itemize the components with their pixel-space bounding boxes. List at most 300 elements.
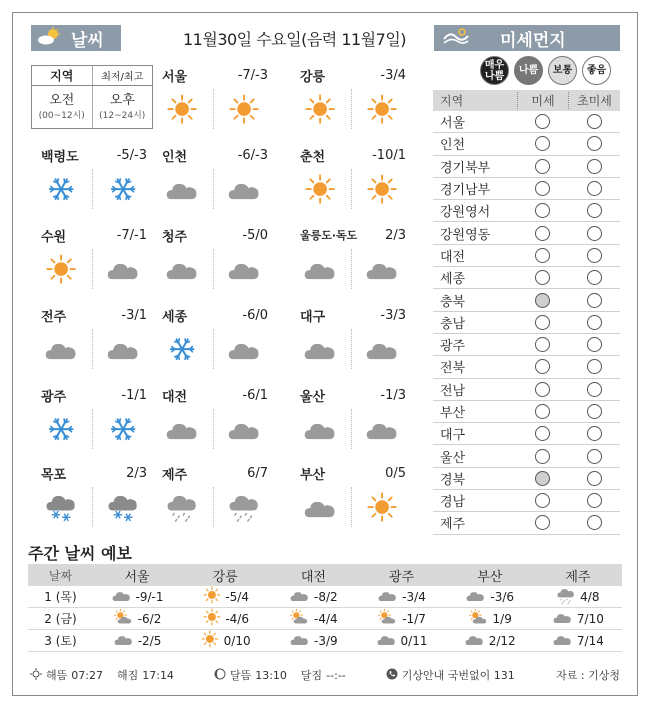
cloud-icon xyxy=(377,587,398,607)
city-name: 세종 xyxy=(162,309,188,325)
footer xyxy=(30,666,620,684)
sunset-label: 해짐 xyxy=(116,669,139,682)
weekly-cell xyxy=(358,587,446,607)
city-temp: -3/1 xyxy=(121,307,147,323)
city-cell xyxy=(290,65,412,137)
city-cell xyxy=(290,145,412,217)
city-icons xyxy=(31,329,153,369)
sun-icon xyxy=(152,89,214,129)
dust-region: 대구 xyxy=(440,428,466,444)
dust-region: 경기북부 xyxy=(440,160,491,176)
sun-icon xyxy=(352,487,413,527)
pm25-level-dot xyxy=(587,315,602,330)
city-header xyxy=(152,463,274,483)
dust-row xyxy=(433,289,620,311)
dust-region: 광주 xyxy=(440,339,466,355)
cloudrain-icon xyxy=(214,487,275,527)
pm25-level-dot xyxy=(587,293,602,308)
city-name: 부산 xyxy=(300,467,326,483)
pm25-level-dot xyxy=(587,426,602,441)
weekly-cell xyxy=(93,587,181,607)
weekly-cell xyxy=(358,609,446,629)
city-temp: -6/0 xyxy=(242,307,268,323)
weekly-cell xyxy=(269,587,357,607)
snow-icon xyxy=(93,169,154,209)
dust-region: 울산 xyxy=(440,450,466,466)
city-name: 인천 xyxy=(162,149,188,165)
pm25-level-dot xyxy=(587,359,602,374)
dust-region: 경남 xyxy=(440,495,466,511)
pm10-level-dot xyxy=(535,449,550,464)
cloud-icon xyxy=(214,169,275,209)
pm10-level-dot xyxy=(535,515,550,530)
pm10-level-dot xyxy=(535,359,550,374)
city-temp: -6/1 xyxy=(242,387,268,403)
pm25-level-dot xyxy=(587,181,602,196)
city-cell xyxy=(152,225,274,297)
pm25-level-dot xyxy=(587,136,602,151)
date-text: 11월30일 수요일(음력 11월7일) xyxy=(183,30,407,49)
cloud-icon xyxy=(289,631,310,651)
moonset-time: --:-- xyxy=(326,668,346,682)
suncloud-icon xyxy=(377,609,398,629)
city-name: 울산 xyxy=(300,389,326,405)
suncloud-icon xyxy=(113,609,134,629)
dust-row xyxy=(433,468,620,490)
city-header xyxy=(31,385,153,405)
weekly-temp: -2/5 xyxy=(137,633,162,648)
weekly-temp: 4/8 xyxy=(580,589,600,604)
city-icons xyxy=(152,409,274,449)
weekly-temp: 0/11 xyxy=(400,633,428,648)
dust-region: 부산 xyxy=(440,406,466,421)
city-icons xyxy=(290,329,412,369)
cloud-icon xyxy=(290,409,352,449)
city-temp: 0/5 xyxy=(385,465,406,481)
sun-icon xyxy=(202,585,222,608)
city-cell xyxy=(290,225,412,297)
weekly-cell xyxy=(534,609,622,629)
weekly-cell xyxy=(446,609,534,629)
dust-row xyxy=(433,267,620,289)
suncloud-icon xyxy=(289,609,310,629)
city-cell xyxy=(31,385,153,457)
weekly-cell xyxy=(358,631,446,651)
weekly-cell xyxy=(534,631,622,651)
cloud-icon xyxy=(352,409,413,449)
weather-section-tag xyxy=(31,25,121,51)
cloud-icon xyxy=(31,329,93,369)
city-cell xyxy=(152,305,274,377)
dust-row xyxy=(433,133,620,155)
city-cell xyxy=(152,463,274,535)
cloud-icon xyxy=(290,487,352,527)
city-cell xyxy=(290,305,412,377)
pm25-level-dot xyxy=(587,203,602,218)
dust-region: 전남 xyxy=(440,383,466,399)
weekly-cell xyxy=(181,585,269,608)
cloudrain-icon xyxy=(152,487,214,527)
dust-header-pm25: 초미세 xyxy=(568,92,620,109)
pm25-level-dot xyxy=(587,114,602,129)
dust-region: 충남 xyxy=(440,316,466,332)
dust-table xyxy=(433,90,620,535)
sunset-time: 17:14 xyxy=(142,668,174,682)
cloud-icon xyxy=(552,631,573,651)
source-credit: 자료 : 기상청 xyxy=(556,669,620,682)
dust-region: 세종 xyxy=(440,272,466,288)
legend-pm: 오후 (12~24시) xyxy=(99,93,146,121)
dust-row xyxy=(433,445,620,467)
pm25-level-dot xyxy=(587,449,602,464)
pm10-level-dot xyxy=(535,426,550,441)
city-temp: -3/4 xyxy=(380,67,406,83)
dust-region: 강원영서 xyxy=(440,205,491,221)
city-temp: -1/3 xyxy=(380,387,406,403)
sunrise-label: 해뜸 xyxy=(46,669,68,682)
city-header xyxy=(152,145,274,165)
dust-region: 경기남부 xyxy=(440,183,491,199)
dust-section-title: 미세먼지 xyxy=(500,30,566,51)
city-icons xyxy=(152,487,274,527)
cloud-icon xyxy=(352,329,413,369)
weekly-cell xyxy=(534,585,622,609)
city-icons xyxy=(31,169,153,209)
cloud-icon xyxy=(113,631,134,651)
weekly-cell xyxy=(446,587,534,607)
weekly-temp: 7/14 xyxy=(576,633,604,648)
city-temp: -3/3 xyxy=(380,307,406,323)
city-cell xyxy=(152,145,274,217)
city-icons xyxy=(290,487,412,527)
dust-row xyxy=(433,423,620,445)
dust-section-tag xyxy=(434,25,620,51)
forecast-legend-box xyxy=(31,65,153,129)
pm25-level-dot xyxy=(587,270,602,285)
weekly-cell xyxy=(446,631,534,651)
dust-row xyxy=(433,356,620,378)
pm10-level-dot xyxy=(535,159,550,174)
pm10-level-dot xyxy=(535,493,550,508)
city-header xyxy=(152,305,274,325)
cloudsnow-icon xyxy=(93,487,154,527)
city-header xyxy=(290,463,412,483)
dust-header-pm10: 미세 xyxy=(517,92,568,109)
dust-row xyxy=(433,222,620,244)
pm25-level-dot xyxy=(587,159,602,174)
legend-normal: 보통 xyxy=(548,56,577,85)
weekly-header-city: 부산 xyxy=(477,569,503,585)
city-name: 청주 xyxy=(162,229,188,245)
legend-good: 좋음 xyxy=(582,56,611,85)
sun-icon xyxy=(352,89,413,129)
pm25-level-dot xyxy=(587,493,602,508)
sun-icon xyxy=(290,89,352,129)
city-icons xyxy=(31,409,153,449)
moonset-label: 달짐 xyxy=(300,669,323,682)
cloud-icon xyxy=(152,249,214,289)
weekly-header-city: 제주 xyxy=(565,569,591,585)
weekly-header-city: 강릉 xyxy=(212,569,238,585)
weekly-cell xyxy=(181,629,269,652)
sun-cloud-icon xyxy=(37,27,63,50)
city-temp: -7/-3 xyxy=(237,67,268,83)
weekly-temp: -6/2 xyxy=(137,611,162,626)
pm25-level-dot xyxy=(587,515,602,530)
dust-row xyxy=(433,156,620,178)
legend-region: 지역 xyxy=(32,66,93,85)
pm25-level-dot xyxy=(587,226,602,241)
weekly-header-day: 날짜 xyxy=(48,568,73,583)
pm10-level-dot xyxy=(535,114,550,129)
pm10-level-dot xyxy=(535,315,550,330)
cloud-icon xyxy=(152,169,214,209)
pm25-level-dot xyxy=(587,382,602,397)
dust-region: 제주 xyxy=(440,517,466,533)
city-header xyxy=(31,463,153,483)
city-temp: -5/-3 xyxy=(116,147,147,163)
dust-row xyxy=(433,512,620,534)
cloud-icon xyxy=(214,249,275,289)
pm10-level-dot xyxy=(535,248,550,263)
weekly-title: 주간 날씨 예보 xyxy=(28,544,132,563)
snow-icon xyxy=(31,169,93,209)
cloud-icon xyxy=(93,329,154,369)
pm10-level-dot xyxy=(535,181,550,196)
weekly-temp: -1/7 xyxy=(402,611,426,626)
dust-row xyxy=(433,178,620,200)
pm10-level-dot xyxy=(535,404,550,419)
city-icons xyxy=(290,249,412,289)
city-temp: -7/-1 xyxy=(116,227,147,243)
dust-region: 충북 xyxy=(440,294,466,310)
city-name: 대전 xyxy=(162,389,188,405)
dust-row xyxy=(433,490,620,512)
city-icons xyxy=(152,89,274,129)
dust-row xyxy=(433,379,620,401)
city-icons xyxy=(290,169,412,209)
city-cell xyxy=(290,463,412,535)
dust-region: 경북 xyxy=(440,472,466,488)
city-icons xyxy=(290,89,412,129)
city-temp: -5/0 xyxy=(242,227,268,243)
sun-icon xyxy=(290,169,352,209)
pm10-level-dot xyxy=(535,270,550,285)
city-cell xyxy=(31,145,153,217)
weekly-temp: -3/4 xyxy=(402,589,426,604)
pm25-level-dot xyxy=(587,404,602,419)
phone-icon xyxy=(386,668,398,683)
cloud-icon xyxy=(289,587,310,607)
weekly-temp: -8/2 xyxy=(314,589,338,604)
city-cell xyxy=(152,65,274,137)
weekly-cell xyxy=(269,609,357,629)
dust-table-header xyxy=(433,90,620,111)
weekly-day: 3 (토) xyxy=(44,634,77,648)
city-name: 백령도 xyxy=(41,149,79,165)
cloud-icon xyxy=(552,609,573,629)
city-header xyxy=(290,305,412,325)
sun-icon xyxy=(31,249,93,289)
city-name: 서울 xyxy=(162,69,188,85)
pm10-level-dot xyxy=(535,293,550,308)
dust-region: 인천 xyxy=(440,138,466,154)
weekly-header-city: 광주 xyxy=(389,569,415,585)
city-name: 전주 xyxy=(41,309,67,325)
weekly-temp: -4/4 xyxy=(314,611,338,626)
moonrise-label: 달뜸 xyxy=(229,669,252,682)
weekly-cell xyxy=(181,607,269,630)
city-header xyxy=(290,225,412,245)
dust-header-region: 지역 xyxy=(440,94,464,108)
cloud-icon xyxy=(214,409,275,449)
city-icons xyxy=(290,409,412,449)
city-header xyxy=(31,145,153,165)
pm10-level-dot xyxy=(535,337,550,352)
weekly-temp: 7/10 xyxy=(576,611,604,626)
pm10-level-dot xyxy=(535,226,550,241)
city-temp: -6/-3 xyxy=(237,147,268,163)
cloudrain-icon xyxy=(556,585,576,609)
weekly-cell xyxy=(269,631,357,651)
sun-icon xyxy=(352,169,413,209)
weekly-temp: 1/9 xyxy=(492,611,512,626)
dust-row xyxy=(433,200,620,222)
sun-icon xyxy=(200,629,220,652)
city-header xyxy=(290,385,412,405)
city-name: 강릉 xyxy=(300,69,326,85)
city-cell xyxy=(31,463,153,535)
city-icons xyxy=(152,169,274,209)
weekly-row xyxy=(28,630,622,652)
city-cell xyxy=(290,385,412,457)
pm10-level-dot xyxy=(535,471,550,486)
city-header xyxy=(290,145,412,165)
suncloud-icon xyxy=(468,609,489,629)
weather-section-title: 날씨 xyxy=(71,30,104,51)
sunrise-icon xyxy=(30,668,42,683)
sun-icon xyxy=(202,607,222,630)
city-header xyxy=(31,225,153,245)
snow-icon xyxy=(93,409,154,449)
dust-legend xyxy=(480,56,611,85)
weekly-table xyxy=(28,564,622,652)
snow-icon xyxy=(31,409,93,449)
dust-region: 강원영동 xyxy=(440,227,491,243)
dust-row xyxy=(433,312,620,334)
cloud-icon xyxy=(464,631,485,651)
dust-region: 전북 xyxy=(440,361,466,377)
dust-icon xyxy=(442,27,470,50)
legend-very-bad: 매우나쁨 xyxy=(480,56,509,85)
pm10-level-dot xyxy=(535,382,550,397)
pm10-level-dot xyxy=(535,136,550,151)
weekly-row xyxy=(28,608,622,630)
city-cell xyxy=(31,305,153,377)
pm25-level-dot xyxy=(587,471,602,486)
city-temp: 2/3 xyxy=(385,227,406,243)
city-name: 울릉도·독도 xyxy=(300,229,358,242)
city-name: 수원 xyxy=(41,229,67,245)
weekly-temp: 0/10 xyxy=(223,633,251,648)
pm25-level-dot xyxy=(587,248,602,263)
dust-row xyxy=(433,245,620,267)
weekly-temp: 2/12 xyxy=(488,633,516,648)
city-icons xyxy=(152,249,274,289)
dust-region: 대전 xyxy=(440,249,466,265)
legend-am: 오전 (00~12시) xyxy=(32,86,93,128)
weekly-temp: -3/9 xyxy=(314,633,338,648)
weather-hotline: 기상안내 국번없이 131 xyxy=(401,669,515,682)
city-name: 광주 xyxy=(41,389,67,405)
dust-row xyxy=(433,111,620,133)
weekly-cell xyxy=(93,631,181,651)
dust-row xyxy=(433,401,620,423)
city-icons xyxy=(31,487,153,527)
legend-minmax: 최저/최고 xyxy=(101,72,144,83)
city-temp: -10/1 xyxy=(372,147,406,163)
cloud-icon xyxy=(214,329,275,369)
city-temp: 2/3 xyxy=(126,465,147,481)
city-name: 춘천 xyxy=(300,149,326,165)
weekly-header-city: 서울 xyxy=(124,569,150,585)
city-name: 대구 xyxy=(300,309,326,325)
sunrise-time: 07:27 xyxy=(71,668,103,682)
moonrise-time: 13:10 xyxy=(255,668,287,682)
city-header xyxy=(290,65,412,85)
cloud-icon xyxy=(111,587,132,607)
weekly-temp: -3/6 xyxy=(490,589,515,604)
city-name: 제주 xyxy=(162,467,188,483)
city-temp: -1/1 xyxy=(121,387,147,403)
dust-row xyxy=(433,334,620,356)
city-name: 목포 xyxy=(41,467,67,483)
cloud-icon xyxy=(352,249,413,289)
cloud-icon xyxy=(93,249,154,289)
moon-icon xyxy=(214,668,226,683)
weekly-day: 1 (목) xyxy=(44,590,77,604)
weekly-temp: -5/4 xyxy=(225,589,249,604)
snow-icon xyxy=(152,329,214,369)
city-temp: 6/7 xyxy=(247,465,268,481)
city-header xyxy=(152,225,274,245)
cloud-icon xyxy=(152,409,214,449)
weekly-cell xyxy=(93,609,181,629)
weekly-temp: -4/6 xyxy=(225,611,249,626)
weekly-temp: -9/-1 xyxy=(135,589,164,604)
cloud-icon xyxy=(465,587,486,607)
city-icons xyxy=(152,329,274,369)
city-header xyxy=(152,385,274,405)
cloud-icon xyxy=(376,631,397,651)
weekly-row xyxy=(28,586,622,608)
weekly-day: 2 (금) xyxy=(44,612,77,626)
sun-icon xyxy=(214,89,275,129)
weekly-header-city: 대전 xyxy=(300,569,326,585)
weekly-header xyxy=(28,564,622,586)
legend-bad: 나쁨 xyxy=(514,56,543,85)
pm10-level-dot xyxy=(535,203,550,218)
city-header xyxy=(31,305,153,325)
city-header xyxy=(152,65,274,85)
city-icons xyxy=(31,249,153,289)
city-cell xyxy=(31,225,153,297)
cloudsnow-icon xyxy=(31,487,93,527)
city-cell xyxy=(152,385,274,457)
dust-region: 서울 xyxy=(440,116,466,132)
cloud-icon xyxy=(290,329,352,369)
cloud-icon xyxy=(290,249,352,289)
